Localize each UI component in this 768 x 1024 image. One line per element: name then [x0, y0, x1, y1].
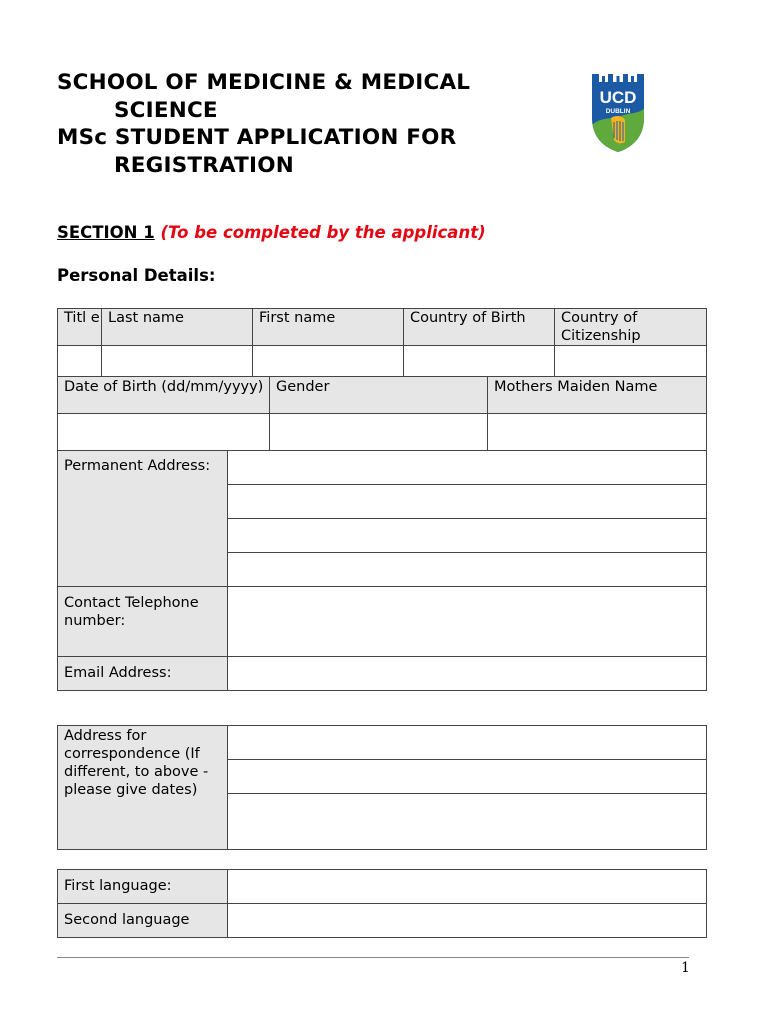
ucd-crest-icon	[591, 68, 645, 152]
permanent-address-label: Permanent Address:	[58, 451, 228, 587]
permanent-address-line-3[interactable]	[228, 519, 707, 553]
name-table	[57, 308, 707, 380]
birth-table	[57, 376, 707, 451]
permanent-address-line-1[interactable]	[228, 451, 707, 485]
first-name-field[interactable]	[253, 346, 404, 380]
personal-details-heading: Personal Details:	[57, 266, 216, 285]
section-label: SECTION 1	[57, 223, 155, 242]
contact-table	[57, 450, 707, 691]
page-number: 1	[681, 960, 690, 976]
title-field[interactable]	[58, 346, 102, 380]
email-label: Email Address:	[58, 657, 228, 691]
last-name-field[interactable]	[102, 346, 253, 380]
section-heading	[57, 223, 486, 242]
correspondence-line-1[interactable]	[228, 726, 707, 760]
header-date-of-birth: Date of Birth (dd/mm/yyyy)	[58, 377, 270, 414]
title-line-4: REGISTRATION	[114, 152, 294, 178]
logo-text-ucd: UCD	[599, 88, 637, 107]
header-last-name: Last name	[102, 309, 253, 346]
date-of-birth-field[interactable]	[58, 414, 270, 451]
page-title	[57, 69, 470, 179]
telephone-label: Contact Telephone number:	[58, 587, 228, 657]
mothers-maiden-name-field[interactable]	[488, 414, 707, 451]
header-gender: Gender	[270, 377, 488, 414]
header-country-of-birth: Country of Birth	[404, 309, 555, 346]
second-language-label: Second language	[58, 904, 228, 938]
second-language-field[interactable]	[228, 904, 707, 938]
footer-divider	[57, 957, 689, 958]
country-of-birth-field[interactable]	[404, 346, 555, 380]
gender-field[interactable]	[270, 414, 488, 451]
correspondence-label: Address for correspondence (If different, to above - please give dates)	[58, 726, 228, 850]
logo-text-dublin: DUBLIN	[605, 108, 631, 115]
permanent-address-line-2[interactable]	[228, 485, 707, 519]
first-language-field[interactable]	[228, 870, 707, 904]
permanent-address-line-4[interactable]	[228, 553, 707, 587]
header-country-of-citizenship: Country of Citizenship	[555, 309, 707, 346]
correspondence-line-3[interactable]	[228, 794, 707, 850]
correspondence-line-2[interactable]	[228, 760, 707, 794]
header-first-name: First name	[253, 309, 404, 346]
title-line-1: SCHOOL OF MEDICINE & MEDICAL	[57, 70, 471, 95]
language-table	[57, 869, 707, 938]
correspondence-table	[57, 725, 707, 850]
section-note: (To be completed by the applicant)	[160, 223, 486, 242]
header-title: Titl e	[58, 309, 102, 346]
email-field[interactable]	[228, 657, 707, 691]
country-of-citizenship-field[interactable]	[555, 346, 707, 380]
telephone-field[interactable]	[228, 587, 707, 657]
header-mothers-maiden-name: Mothers Maiden Name	[488, 377, 707, 414]
first-language-label: First language:	[58, 870, 228, 904]
title-line-2: SCIENCE	[114, 97, 218, 123]
title-line-3: MSc STUDENT APPLICATION FOR	[57, 125, 457, 150]
